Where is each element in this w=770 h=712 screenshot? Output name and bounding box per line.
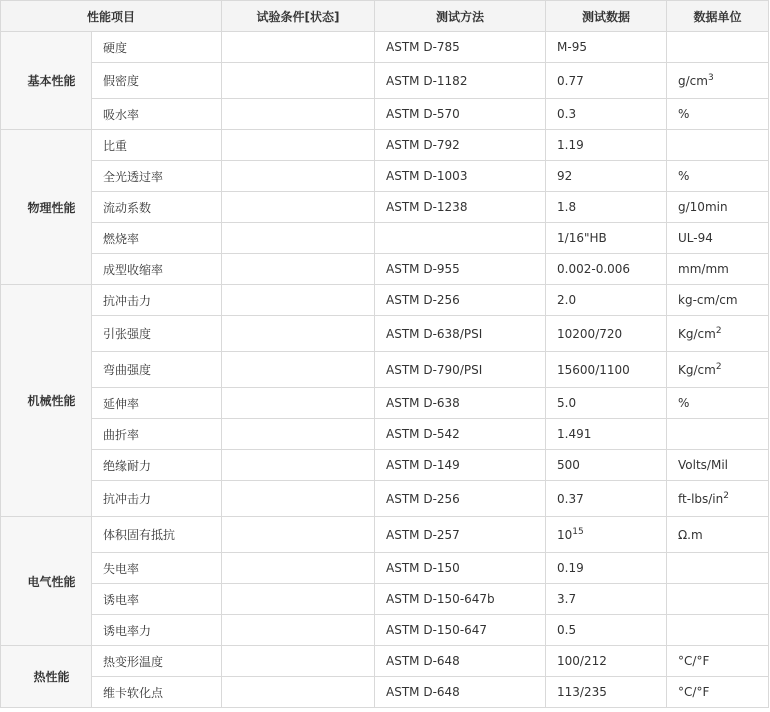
group-label: 热性能 bbox=[1, 646, 92, 708]
method-cell-text: ASTM D-638/PSI bbox=[386, 326, 483, 341]
method-cell-text: ASTM D-150 bbox=[386, 561, 460, 575]
value-cell-text: 1.8 bbox=[557, 200, 577, 214]
value-cell bbox=[546, 161, 667, 192]
unit-cell-text: °C/°F bbox=[678, 685, 710, 699]
unit-cell bbox=[667, 99, 769, 130]
header-value: 测试数据 bbox=[546, 1, 667, 32]
method-cell bbox=[375, 584, 546, 615]
method-cell bbox=[375, 161, 546, 192]
value-cell bbox=[546, 63, 667, 99]
property-name bbox=[92, 316, 222, 352]
property-name bbox=[92, 63, 222, 99]
table-row bbox=[1, 553, 769, 584]
unit-cell bbox=[667, 352, 769, 388]
method-cell bbox=[375, 63, 546, 99]
method-cell-text: ASTM D-790/PSI bbox=[386, 362, 483, 377]
table-row bbox=[1, 99, 769, 130]
header-unit: 数据单位 bbox=[667, 1, 769, 32]
unit-cell-text: Ω.m bbox=[678, 527, 703, 542]
group-label: 物理性能 bbox=[1, 130, 92, 285]
method-cell-text: ASTM D-955 bbox=[386, 262, 460, 276]
property-name bbox=[92, 285, 222, 316]
unit-exponent: 3 bbox=[707, 72, 714, 83]
property-name bbox=[92, 254, 222, 285]
method-cell bbox=[375, 130, 546, 161]
property-name-text: 体积固有抵抗 bbox=[103, 528, 176, 542]
condition-cell bbox=[222, 677, 375, 708]
unit-cell-text: % bbox=[678, 107, 690, 121]
condition-cell bbox=[222, 450, 375, 481]
property-name-text: 诱电率 bbox=[103, 592, 140, 607]
table-row bbox=[1, 223, 769, 254]
value-cell bbox=[546, 130, 667, 161]
value-cell-text: 0.77 bbox=[557, 73, 584, 88]
value-cell bbox=[546, 677, 667, 708]
condition-cell bbox=[222, 352, 375, 388]
value-cell-text: 10200/720 bbox=[557, 326, 623, 341]
method-cell bbox=[375, 316, 546, 352]
unit-cell bbox=[667, 161, 769, 192]
value-cell-text: 1/16"HB bbox=[557, 231, 607, 245]
property-name bbox=[92, 192, 222, 223]
method-cell-text: ASTM D-638 bbox=[386, 396, 460, 410]
group-label: 电气性能 bbox=[1, 517, 92, 646]
property-name bbox=[92, 352, 222, 388]
unit-cell-text: Kg/cm bbox=[678, 362, 716, 377]
value-cell bbox=[546, 316, 667, 352]
condition-cell bbox=[222, 285, 375, 316]
table-row bbox=[1, 316, 769, 352]
value-cell-text: 113/235 bbox=[557, 685, 607, 699]
table-row bbox=[1, 615, 769, 646]
method-cell-text: ASTM D-257 bbox=[386, 527, 460, 542]
value-cell-text: 0.5 bbox=[557, 623, 577, 637]
unit-cell bbox=[667, 388, 769, 419]
method-cell-text: ASTM D-542 bbox=[386, 427, 460, 441]
table-row bbox=[1, 32, 769, 63]
unit-cell bbox=[667, 517, 769, 553]
method-cell bbox=[375, 223, 546, 254]
property-name bbox=[92, 130, 222, 161]
group-label: 机械性能 bbox=[1, 285, 92, 517]
table-row bbox=[1, 352, 769, 388]
property-name bbox=[92, 161, 222, 192]
method-cell-text: ASTM D-1003 bbox=[386, 169, 468, 183]
unit-cell bbox=[667, 553, 769, 584]
method-cell-text: ASTM D-648 bbox=[386, 685, 460, 699]
method-cell-text: ASTM D-150-647b bbox=[386, 592, 495, 606]
unit-cell bbox=[667, 285, 769, 316]
method-cell-text: ASTM D-648 bbox=[386, 654, 460, 668]
value-cell bbox=[546, 223, 667, 254]
property-name bbox=[92, 388, 222, 419]
value-cell-text: 0.37 bbox=[557, 491, 584, 506]
method-cell-text: ASTM D-256 bbox=[386, 293, 460, 307]
condition-cell bbox=[222, 161, 375, 192]
value-cell bbox=[546, 553, 667, 584]
value-cell-text: 15600/1100 bbox=[557, 362, 630, 377]
value-cell bbox=[546, 419, 667, 450]
unit-cell-text: mm/mm bbox=[678, 262, 729, 276]
condition-cell bbox=[222, 517, 375, 553]
unit-cell bbox=[667, 450, 769, 481]
method-cell-text: ASTM D-570 bbox=[386, 107, 460, 121]
property-name-text: 全光透过率 bbox=[103, 169, 164, 184]
property-name-text: 弯曲强度 bbox=[103, 363, 152, 377]
unit-cell bbox=[667, 316, 769, 352]
method-cell bbox=[375, 352, 546, 388]
method-cell bbox=[375, 419, 546, 450]
header-method: 测试方法 bbox=[375, 1, 546, 32]
table-row bbox=[1, 388, 769, 419]
condition-cell bbox=[222, 388, 375, 419]
unit-cell-text: Kg/cm bbox=[678, 326, 716, 341]
method-cell-text: ASTM D-792 bbox=[386, 138, 460, 152]
method-cell-text: ASTM D-149 bbox=[386, 458, 460, 472]
property-name-text: 成型收缩率 bbox=[103, 262, 164, 277]
method-cell-text: ASTM D-1238 bbox=[386, 200, 468, 214]
value-cell-text: 2.0 bbox=[557, 293, 577, 307]
method-cell bbox=[375, 481, 546, 517]
property-name bbox=[92, 677, 222, 708]
value-cell bbox=[546, 450, 667, 481]
table-row bbox=[1, 192, 769, 223]
method-cell bbox=[375, 677, 546, 708]
unit-cell bbox=[667, 130, 769, 161]
group-label: 基本性能 bbox=[1, 32, 92, 130]
property-name bbox=[92, 553, 222, 584]
property-name-text: 引张强度 bbox=[103, 327, 152, 341]
method-cell bbox=[375, 646, 546, 677]
value-cell bbox=[546, 99, 667, 130]
table-row bbox=[1, 285, 769, 316]
property-name-text: 吸水率 bbox=[103, 107, 140, 122]
table-row bbox=[1, 161, 769, 192]
condition-cell bbox=[222, 32, 375, 63]
condition-cell bbox=[222, 646, 375, 677]
property-name-text: 假密度 bbox=[103, 74, 140, 88]
property-name bbox=[92, 223, 222, 254]
property-name bbox=[92, 450, 222, 481]
unit-cell-text: ft-lbs/in bbox=[678, 491, 724, 506]
header-row bbox=[1, 1, 769, 32]
table-row bbox=[1, 677, 769, 708]
value-cell-text: 10 bbox=[557, 527, 573, 542]
unit-cell bbox=[667, 615, 769, 646]
unit-cell bbox=[667, 481, 769, 517]
method-cell bbox=[375, 388, 546, 419]
value-cell-text: 0.19 bbox=[557, 561, 584, 575]
condition-cell bbox=[222, 223, 375, 254]
header-condition: 试验条件[状态] bbox=[222, 1, 375, 32]
unit-cell-text: g/cm bbox=[678, 73, 708, 88]
value-cell-text: 1.491 bbox=[557, 427, 592, 441]
property-name bbox=[92, 99, 222, 130]
unit-exponent: 2 bbox=[723, 490, 729, 501]
unit-exponent: 2 bbox=[715, 361, 722, 372]
property-name bbox=[92, 481, 222, 517]
value-cell bbox=[546, 254, 667, 285]
header-property: 性能项目 bbox=[1, 1, 222, 32]
property-name-text: 流动系数 bbox=[103, 200, 152, 215]
value-cell bbox=[546, 517, 667, 553]
unit-cell bbox=[667, 254, 769, 285]
condition-cell bbox=[222, 419, 375, 450]
table-row bbox=[1, 481, 769, 517]
property-name bbox=[92, 615, 222, 646]
unit-cell bbox=[667, 32, 769, 63]
unit-exponent: 2 bbox=[715, 325, 722, 336]
table-row bbox=[1, 584, 769, 615]
unit-cell-text: % bbox=[678, 396, 690, 410]
unit-cell-text: g/10min bbox=[678, 200, 728, 214]
unit-cell-text: UL-94 bbox=[678, 231, 713, 245]
value-cell bbox=[546, 481, 667, 517]
property-name-text: 热变形温度 bbox=[103, 654, 164, 669]
value-cell bbox=[546, 584, 667, 615]
unit-cell-text: % bbox=[678, 169, 690, 183]
condition-cell bbox=[222, 481, 375, 517]
value-cell bbox=[546, 192, 667, 223]
property-name-text: 诱电率力 bbox=[103, 623, 152, 638]
table-row bbox=[1, 63, 769, 99]
table-row bbox=[1, 254, 769, 285]
condition-cell bbox=[222, 254, 375, 285]
property-name bbox=[92, 646, 222, 677]
condition-cell bbox=[222, 192, 375, 223]
unit-cell bbox=[667, 646, 769, 677]
unit-cell-text: Volts/Mil bbox=[678, 458, 728, 472]
method-cell-text: ASTM D-785 bbox=[386, 40, 460, 54]
value-cell-text: 5.0 bbox=[557, 396, 577, 410]
property-name-text: 绝缘耐力 bbox=[103, 458, 152, 473]
value-cell-text: 0.002-0.006 bbox=[557, 262, 631, 276]
value-cell-text: 100/212 bbox=[557, 654, 607, 668]
value-cell-text: 1.19 bbox=[557, 138, 584, 152]
method-cell-text: ASTM D-150-647 bbox=[386, 623, 488, 637]
property-name-text: 抗冲击力 bbox=[103, 492, 152, 506]
property-name-text: 失电率 bbox=[103, 561, 140, 576]
table-row bbox=[1, 419, 769, 450]
method-cell bbox=[375, 517, 546, 553]
method-cell bbox=[375, 254, 546, 285]
property-name-text: 燃烧率 bbox=[103, 231, 140, 246]
value-cell bbox=[546, 32, 667, 63]
unit-cell-text: kg-cm/cm bbox=[678, 293, 738, 307]
value-cell bbox=[546, 285, 667, 316]
condition-cell bbox=[222, 63, 375, 99]
method-cell bbox=[375, 553, 546, 584]
method-cell bbox=[375, 99, 546, 130]
method-cell bbox=[375, 615, 546, 646]
property-name-text: 延伸率 bbox=[103, 396, 140, 411]
unit-cell bbox=[667, 584, 769, 615]
property-name bbox=[92, 419, 222, 450]
unit-cell-text: °C/°F bbox=[678, 654, 710, 668]
method-cell-text: ASTM D-256 bbox=[386, 491, 460, 506]
value-cell-text: 92 bbox=[557, 169, 573, 183]
condition-cell bbox=[222, 615, 375, 646]
unit-cell bbox=[667, 223, 769, 254]
value-cell-text: 0.3 bbox=[557, 107, 577, 121]
condition-cell bbox=[222, 584, 375, 615]
value-cell-text: 3.7 bbox=[557, 592, 577, 606]
property-name-text: 比重 bbox=[103, 138, 128, 153]
method-cell bbox=[375, 285, 546, 316]
property-name-text: 曲折率 bbox=[103, 427, 140, 442]
method-cell bbox=[375, 192, 546, 223]
value-exponent: 15 bbox=[572, 526, 584, 537]
table-row bbox=[1, 517, 769, 553]
value-cell bbox=[546, 352, 667, 388]
value-cell bbox=[546, 615, 667, 646]
value-cell bbox=[546, 388, 667, 419]
value-cell-text: M-95 bbox=[557, 40, 587, 54]
property-name-text: 硬度 bbox=[103, 40, 128, 55]
method-cell bbox=[375, 32, 546, 63]
property-name bbox=[92, 584, 222, 615]
unit-cell bbox=[667, 419, 769, 450]
method-cell bbox=[375, 450, 546, 481]
condition-cell bbox=[222, 130, 375, 161]
unit-cell bbox=[667, 677, 769, 708]
method-cell-text: ASTM D-1182 bbox=[386, 73, 468, 88]
condition-cell bbox=[222, 553, 375, 584]
table-row bbox=[1, 450, 769, 481]
property-name-text: 抗冲击力 bbox=[103, 293, 152, 308]
value-cell-text: 500 bbox=[557, 458, 580, 472]
condition-cell bbox=[222, 99, 375, 130]
condition-cell bbox=[222, 316, 375, 352]
property-name bbox=[92, 32, 222, 63]
value-cell bbox=[546, 646, 667, 677]
property-name bbox=[92, 517, 222, 553]
property-name-text: 维卡软化点 bbox=[103, 685, 164, 700]
unit-cell bbox=[667, 63, 769, 99]
table-row bbox=[1, 646, 769, 677]
unit-cell bbox=[667, 192, 769, 223]
table-row bbox=[1, 130, 769, 161]
